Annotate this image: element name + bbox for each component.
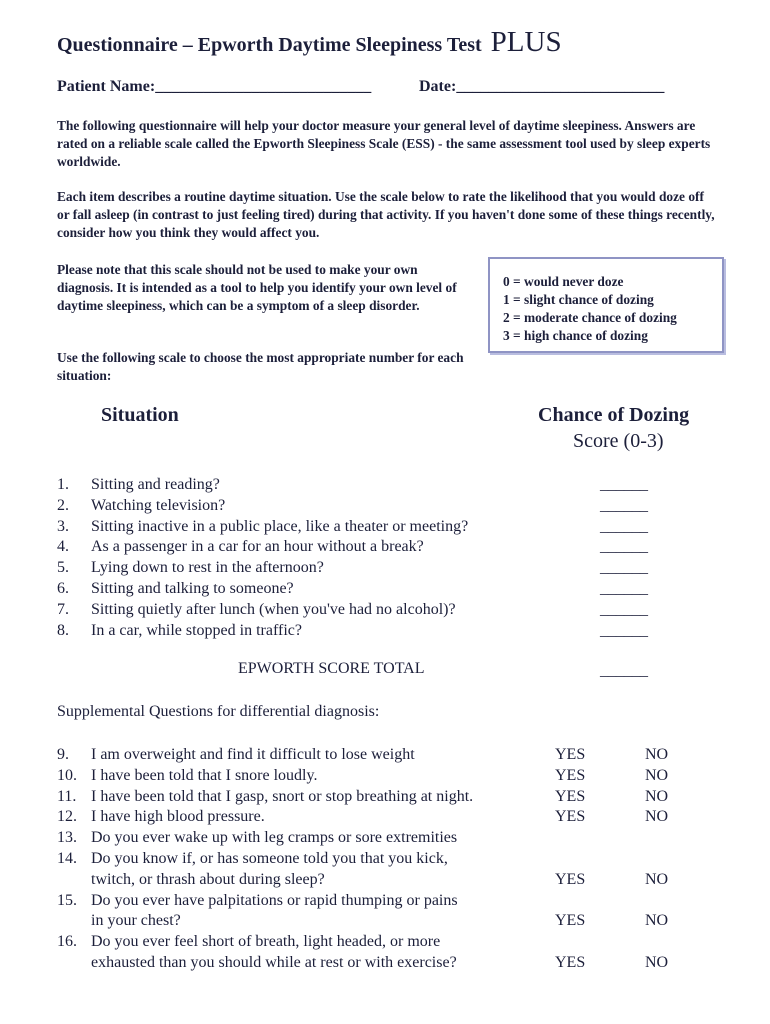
intro-paragraph-1: The following questionnaire will help your doctor measure your general level of daytime sleepiness. Answers are rated on a reliable scale called the Epworth Sleepiness Scale (ESS) - the same assessment tool used by sleep experts worldwide. [57, 118, 711, 169]
question-text-continued: twitch, or thrash about during sleep? [91, 870, 325, 888]
scale-item: 1 = slight chance of dozing [503, 292, 654, 307]
scale-item: 2 = moderate chance of dozing [503, 310, 677, 325]
question-number: 14. [57, 850, 77, 867]
question-text: I have high blood pressure. [91, 808, 265, 826]
question-number: 15. [57, 891, 77, 909]
question-number: 12. [57, 808, 77, 826]
question-text: Do you ever feel short of breath, light headed, or more [91, 933, 441, 951]
question-text-continued: exhausted than you should while at rest or with exercise? [91, 954, 457, 971]
title-plus: PLUS [490, 26, 562, 58]
supplemental-heading: Supplemental Questions for differential diagnosis: [57, 703, 380, 720]
no-option[interactable]: NO [645, 954, 669, 971]
title-text: Questionnaire – Epworth Daytime Sleepiness Test [57, 34, 482, 56]
chance-column-header: Chance of Dozing [538, 404, 690, 426]
situation-number: 8. [57, 621, 69, 639]
scale-item: 3 = high chance of dozing [503, 328, 648, 343]
question-number: 13. [57, 829, 77, 847]
situation-number: 7. [57, 600, 69, 618]
situation-text: Sitting inactive in a public place, like a theater or meeting? [91, 517, 469, 535]
situation-text: As a passenger in a car for an hour without a break? [91, 538, 424, 556]
situation-number: 3. [57, 517, 69, 535]
score-blank[interactable]: ______ [600, 517, 648, 535]
question-text: Do you ever have palpitations or rapid thumping or pains [91, 891, 458, 909]
intro-paragraph-3: Please note that this scale should not be used to make your own diagnosis. It is intended as a tool to help you identify your own level of daytime sleepiness, which can be a symptom of a sleep disorder. [57, 262, 457, 313]
intro-paragraph-4: Use the following scale to choose the most appropriate number for each situation: [57, 350, 464, 383]
no-option[interactable]: NO [645, 808, 669, 826]
no-option[interactable]: NO [645, 870, 669, 888]
question-text: I have been told that I gasp, snort or stop breathing at night. [91, 787, 474, 805]
question-number: 16. [57, 933, 77, 951]
total-score-blank[interactable]: ______ [600, 662, 648, 679]
question-text: I am overweight and find it difficult to lose weight [91, 746, 415, 763]
question-text: I have been told that I snore loudly. [91, 766, 318, 784]
situation-text: In a car, while stopped in traffic? [91, 621, 302, 639]
intro-paragraph-2: Each item describes a routine daytime situation. Use the scale below to rate the likelihood that you would doze off or fall asleep (in contrast to just feeling tired) during that activity. If you haven't done some of these things recently, consider how you think they would affect you. [57, 189, 715, 240]
situation-number: 4. [57, 538, 69, 556]
situation-number: 1. [57, 476, 69, 493]
score-range-label: Score (0-3) [573, 430, 664, 452]
yes-option[interactable]: YES [555, 787, 586, 805]
score-blank[interactable]: ______ [600, 496, 648, 514]
no-option[interactable]: NO [645, 766, 669, 784]
situation-number: 5. [57, 559, 69, 577]
no-option[interactable]: NO [645, 912, 669, 930]
situation-text: Sitting and reading? [91, 476, 220, 493]
situation-text: Sitting quietly after lunch (when you've had no alcohol)? [91, 600, 456, 618]
yes-option[interactable]: YES [555, 912, 586, 930]
situation-text: Watching television? [91, 496, 226, 514]
score-blank[interactable]: ______ [600, 600, 648, 618]
no-option[interactable]: NO [645, 746, 669, 763]
situation-column-header: Situation [101, 404, 179, 426]
situation-number: 6. [57, 580, 69, 597]
question-number: 10. [57, 766, 77, 784]
yes-option[interactable]: YES [555, 870, 586, 888]
yes-option[interactable]: YES [555, 746, 586, 763]
yes-option[interactable]: YES [555, 766, 586, 784]
question-number: 9. [57, 746, 69, 763]
scale-item: 0 = would never doze [503, 274, 624, 289]
score-blank[interactable]: ______ [600, 621, 648, 639]
date-field[interactable]: Date:__________________________ [419, 78, 665, 95]
no-option[interactable]: NO [645, 787, 669, 805]
question-text-continued: in your chest? [91, 912, 181, 930]
page-title [57, 26, 562, 59]
total-label: EPWORTH SCORE TOTAL [238, 660, 425, 677]
scale-legend-box [488, 257, 724, 353]
situation-text: Sitting and talking to someone? [91, 580, 294, 597]
score-blank[interactable]: ______ [600, 580, 648, 597]
score-blank[interactable]: ______ [600, 538, 648, 556]
situation-number: 2. [57, 496, 69, 514]
question-text: Do you know if, or has someone told you that you kick, [91, 850, 448, 867]
score-blank[interactable]: ______ [600, 476, 648, 493]
patient-name-field[interactable]: Patient Name:___________________________ [57, 78, 372, 95]
situation-text: Lying down to rest in the afternoon? [91, 559, 324, 577]
score-blank[interactable]: ______ [600, 559, 648, 577]
question-number: 11. [57, 787, 77, 805]
question-text: Do you ever wake up with leg cramps or sore extremities [91, 829, 458, 847]
yes-option[interactable]: YES [555, 954, 586, 971]
yes-option[interactable]: YES [555, 808, 586, 826]
